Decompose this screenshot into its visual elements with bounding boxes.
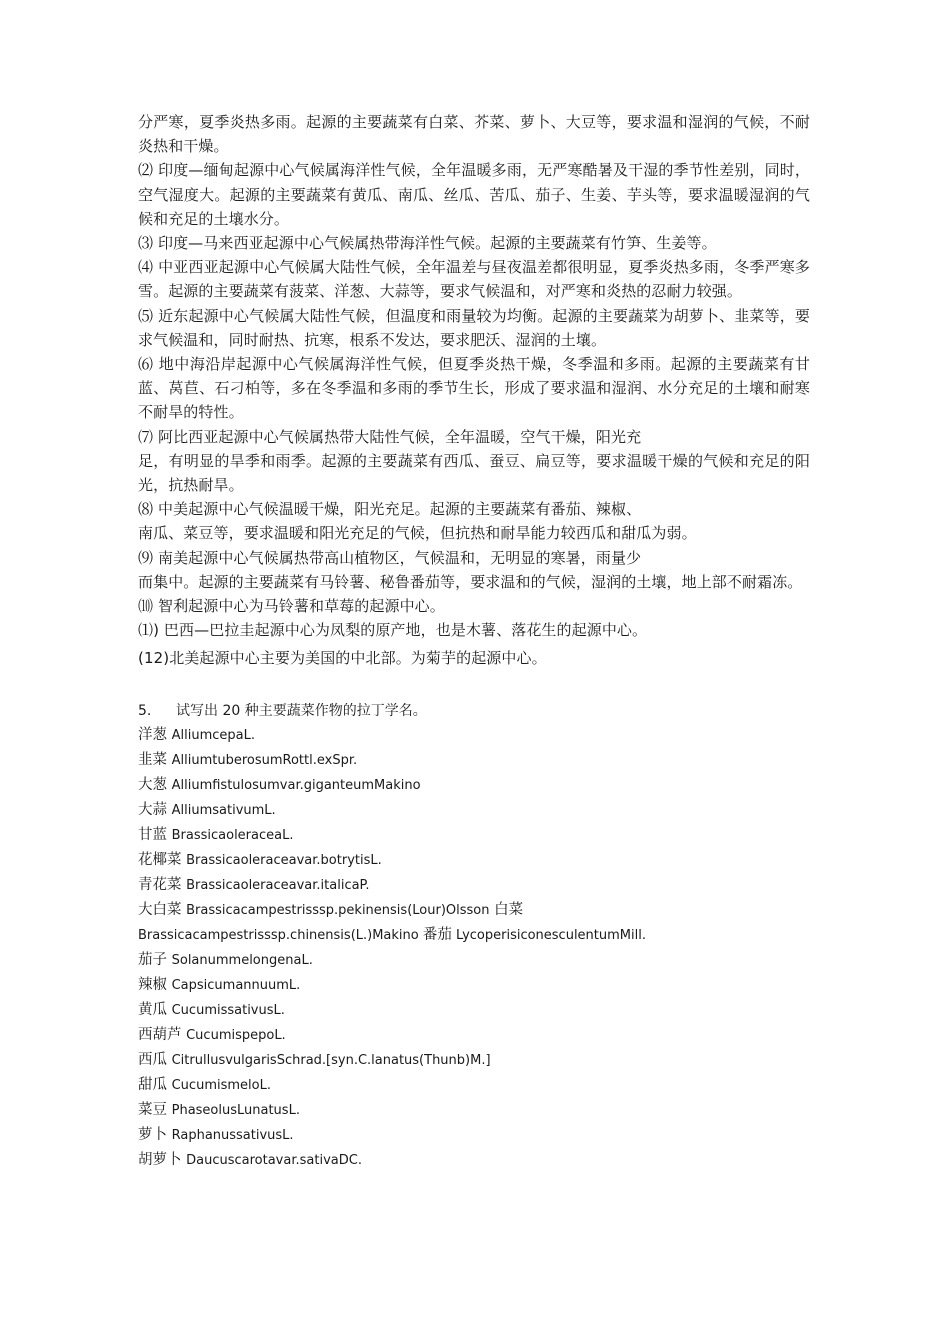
- vegetable-cn: 黄瓜: [138, 1001, 167, 1018]
- list-item: [138, 1048, 810, 1073]
- vegetable-latin: Brassicaoleraceavar.italicaP.: [186, 877, 370, 893]
- vegetable-latin: AlliumsativumL.: [171, 802, 276, 818]
- paragraph-india-burma: ⑵ 印度—缅甸起源中心气候属海洋性气候，全年温暖多雨，无严寒酷暑及干湿的季节性差别，同时，空气湿度大。起源的主要蔬菜有黄瓜、南瓜、丝瓜、苦瓜、茄子、生姜、芋头等，要求温暖湿润的气候和充足的土壤水分。: [138, 161, 810, 228]
- list-item: [138, 898, 810, 923]
- document-page: [138, 110, 810, 1173]
- vegetable-cn: 大葱: [138, 776, 167, 793]
- vegetable-list: [138, 723, 810, 923]
- list-continuation: [138, 923, 810, 948]
- vegetable-latin: CucumissativusL.: [171, 1002, 285, 1018]
- list-item: [138, 798, 810, 823]
- paragraph-south-america-line1: ⑼ 南美起源中心气候属热带高山植物区，气候温和，无明显的寒暑，雨量少: [138, 548, 642, 567]
- vegetable-cn: 西葫芦: [138, 1026, 182, 1043]
- vegetable-latin: LycoperisiconesculentumMill.: [456, 927, 646, 943]
- vegetable-cn: 萝卜: [138, 1126, 167, 1143]
- vegetable-latin: BrassicaoleraceaL.: [171, 827, 294, 843]
- list-item: [138, 848, 810, 873]
- paragraph-near-east: ⑸ 近东起源中心气候属大陆性气候，但温度和雨量较为均衡。起源的主要蔬菜为胡萝卜、韭菜等，要求气候温和，同时耐热、抗寒，根系不发达，要求肥沃、湿润的土壤。: [138, 306, 810, 349]
- list-item: [138, 1148, 810, 1173]
- vegetable-latin: AlliumtuberosumRottl.exSpr.: [171, 752, 358, 768]
- paragraph-brazil-paraguay: ⑴) 巴西—巴拉圭起源中心为凤梨的原产地，也是木薯、落花生的起源中心。: [138, 621, 648, 640]
- list-item: [138, 948, 810, 973]
- vegetable-cn: 大蒜: [138, 801, 167, 818]
- vegetable-cn-trailing: 白菜: [494, 901, 524, 918]
- paragraph-abyssinia-line2: 足，有明显的旱季和雨季。起源的主要蔬菜有西瓜、蚕豆、扁豆等，要求温暖干燥的气候和充足的阳光，抗热耐旱。: [138, 451, 810, 495]
- vegetable-cn: 菜豆: [138, 1101, 167, 1118]
- vegetable-latin: Brassicaoleraceavar.botrytisL.: [186, 852, 382, 868]
- vegetable-latin: CucumispepoL.: [186, 1027, 286, 1043]
- vegetable-latin: Alliumfistulosumvar.giganteumMakino: [171, 777, 421, 793]
- list-item: [138, 723, 810, 748]
- section-number: 5.: [138, 702, 152, 719]
- vegetable-latin: CitrullusvulgarisSchrad.[syn.C.lanatus(Thunb)M.]: [171, 1052, 491, 1068]
- vegetable-cn: 胡萝卜: [138, 1151, 182, 1168]
- vegetable-latin: Daucuscarotavar.sativaDC.: [186, 1152, 362, 1168]
- list-item: [138, 973, 810, 998]
- vegetable-cn: 大白菜: [138, 901, 182, 918]
- paragraph-abyssinia-line1: ⑺ 阿比西亚起源中心气候属热带大陆性气候，全年温暖，空气干燥，阳光充: [138, 427, 642, 446]
- paragraph-climate-intro: 分严寒，夏季炎热多雨。起源的主要蔬菜有白菜、芥菜、萝卜、大豆等，要求温和湿润的气候，不耐炎热和干燥。: [138, 113, 810, 156]
- list-item: [138, 748, 810, 773]
- vegetable-cn: 番茄: [422, 926, 452, 943]
- paragraph-north-america: (12)北美起源中心主要为美国的中北部。为菊芋的起源中心。: [138, 649, 547, 668]
- vegetable-cn: 青花菜: [138, 876, 182, 893]
- vegetable-cn: 甜瓜: [138, 1076, 167, 1093]
- vegetable-cn: 辣椒: [138, 976, 167, 993]
- list-item: [138, 1073, 810, 1098]
- list-item: [138, 1123, 810, 1148]
- paragraph-mediterranean: ⑹ 地中海沿岸起源中心气候属海洋性气候，但夏季炎热干燥，冬季温和多雨。起源的主要蔬菜有甘蓝、莴苣、石刁柏等，多在冬季温和多雨的季节生长，形成了要求温和湿润、水分充足的土壤和耐寒不耐旱的特性。: [138, 355, 810, 422]
- list-item: [138, 773, 810, 798]
- spacer: [138, 671, 810, 699]
- vegetable-latin: SolanummelongenaL.: [171, 952, 313, 968]
- paragraph-central-asia: ⑷ 中亚西亚起源中心气候属大陆性气候，全年温差与昼夜温差都很明显，夏季炎热多雨，冬季严寒多雪。起源的主要蔬菜有菠菜、洋葱、大蒜等，要求气候温和，对严寒和炎热的忍耐力较强。: [138, 258, 810, 301]
- vegetable-cn: 洋葱: [138, 726, 167, 743]
- paragraph-central-america-line1: ⑻ 中美起源中心气候温暖干燥，阳光充足。起源的主要蔬菜有番茄、辣椒、: [138, 500, 642, 519]
- section-title-text: 试写出 20 种主要蔬菜作物的拉丁学名。: [176, 702, 427, 719]
- paragraph-chile: ⑽ 智利起源中心为马铃薯和草莓的起源中心。: [138, 597, 445, 616]
- vegetable-latin: Brassicacampestrisssp.pekinensis(Lour)Olsson: [186, 902, 490, 918]
- vegetable-latin: Brassicacampestrisssp.chinensis(L.)Makino: [138, 927, 419, 943]
- vegetable-cn: 韭菜: [138, 751, 167, 768]
- list-item: [138, 998, 810, 1023]
- paragraph-india-malaysia: ⑶ 印度—马来西亚起源中心气候属热带海洋性气候。起源的主要蔬菜有竹笋、生姜等。: [138, 234, 717, 253]
- vegetable-latin: CucumismeloL.: [171, 1077, 271, 1093]
- list-item: [138, 873, 810, 898]
- vegetable-list-continued: [138, 948, 810, 1173]
- vegetable-latin: AlliumcepaL.: [171, 727, 255, 743]
- list-item: [138, 823, 810, 848]
- vegetable-cn: 甘蓝: [138, 826, 167, 843]
- vegetable-cn: 茄子: [138, 951, 167, 968]
- vegetable-latin: RaphanussativusL.: [171, 1127, 294, 1143]
- list-item: [138, 1023, 810, 1048]
- list-item: [138, 1098, 810, 1123]
- section-heading: [138, 699, 810, 723]
- paragraph-central-america-line2: 南瓜、菜豆等，要求温暖和阳光充足的气候，但抗热和耐旱能力较西瓜和甜瓜为弱。: [138, 524, 697, 543]
- vegetable-latin: CapsicumannuumL.: [171, 977, 301, 993]
- vegetable-cn: 西瓜: [138, 1051, 167, 1068]
- vegetable-latin: PhaseolusLunatusL.: [171, 1102, 300, 1118]
- vegetable-cn: 花椰菜: [138, 851, 182, 868]
- paragraph-south-america-line2: 而集中。起源的主要蔬菜有马铃薯、秘鲁番茄等，要求温和的气候，湿润的土壤，地上部不耐霜冻。: [138, 572, 803, 591]
